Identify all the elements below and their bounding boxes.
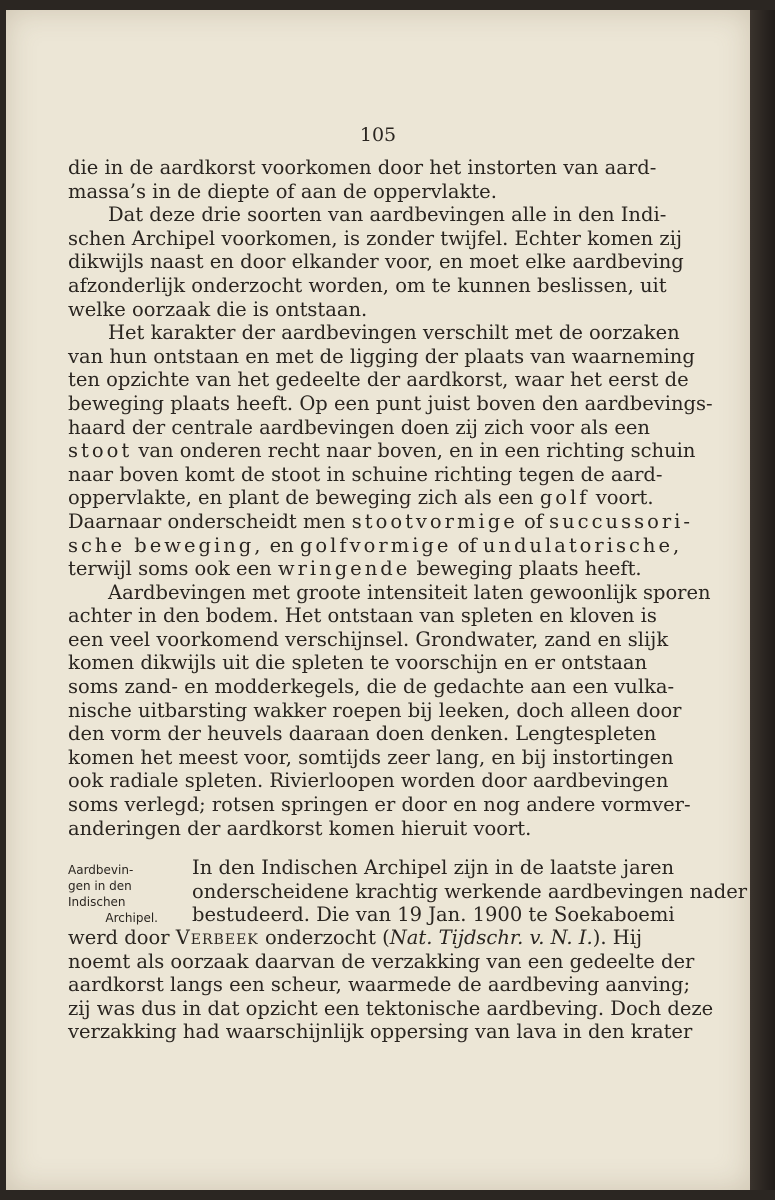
text-line: aardkorst langs een scheur, waarmede de aardbeving aanving; <box>68 973 691 997</box>
text-line: soms zand- en modderkegels, die de gedachte aan een vulka- <box>68 675 675 699</box>
text-line: dikwijls naast en door elkander voor, en moet elke aardbeving <box>68 250 684 274</box>
text-line: bestudeerd. Die van 19 Jan. 1900 te Soekaboemi <box>192 903 675 927</box>
text-segment: voort. <box>589 486 654 510</box>
text-line <box>68 926 643 950</box>
emphasis-term: golf <box>539 486 590 510</box>
text-line: In den Indischen Archipel zijn in de laatste jaren <box>192 856 675 879</box>
main-text-continued <box>68 926 714 1044</box>
side-text <box>192 856 748 927</box>
book-page <box>6 10 750 1190</box>
text-line <box>68 533 683 558</box>
text-line <box>68 509 693 534</box>
text-line <box>68 557 642 581</box>
text-line: den vorm der heuvels daaraan doen denken. Lengtespleten <box>68 722 657 746</box>
page-number: 105 <box>359 124 397 146</box>
text-line: komen dikwijls uit die spleten te voorschijn en er ontstaan <box>68 651 648 675</box>
text-line: onderscheidene krachtig werkende aardbevingen nader <box>192 879 748 903</box>
margin-note-line: Aardbevin- <box>68 863 134 877</box>
text-segment: werd door <box>68 926 176 949</box>
text-line: massa’s in de diepte of aan de oppervlakte. <box>68 179 497 203</box>
text-segment: terwijl soms ook een <box>68 557 278 581</box>
text-segment: of <box>451 533 483 557</box>
margin-note-line: Archipel. <box>105 911 158 925</box>
text-line: welke oorzaak die is ontstaan. <box>68 297 368 321</box>
text-line: komen het meest voor, somtijds zeer lang, en bij instortingen <box>68 745 674 769</box>
page-edge-shadow <box>750 10 775 1190</box>
emphasis-term: undulatorische, <box>482 533 683 557</box>
text-line: Dat deze drie soorten van aardbevingen alle in den Indi- <box>108 203 667 227</box>
text-line: nische uitbarsting wakker roepen bij leeken, doch alleen door <box>68 698 682 722</box>
text-line: haard der centrale aardbevingen doen zij zich voor als een <box>68 415 650 439</box>
text-segment: en <box>263 533 300 557</box>
author-name: Verbeek <box>175 926 259 949</box>
margin-note-line: Indischen <box>68 895 126 909</box>
text-line: een veel voorkomend verschijnsel. Grondwater, zand en slijk <box>68 627 669 651</box>
emphasis-term: stoot <box>68 439 133 463</box>
emphasis-term: golfvormige <box>299 533 452 557</box>
text-line: ook radiale spleten. Rivierloopen worden door aardbevingen <box>68 769 669 793</box>
emphasis-term: stootvormige <box>351 509 518 533</box>
text-line: die in de aardkorst voorkomen door het instorten van aard- <box>68 156 657 179</box>
text-line: verzakking had waarschijnlijk oppersing van lava in den krater <box>68 1020 693 1044</box>
text-line: van hun ontstaan en met de ligging der plaats van waarneming <box>68 344 695 368</box>
margin-note-line: gen in den <box>68 879 132 893</box>
text-segment: oppervlakte, en plant de beweging zich als een <box>68 486 540 510</box>
text-line <box>68 439 696 463</box>
main-text <box>68 156 713 840</box>
text-line: Aardbevingen met groote intensiteit laten gewoonlijk sporen <box>108 580 711 604</box>
emphasis-term: sche beweging, <box>68 533 264 557</box>
text-line: soms verlegd; rotsen springen er door en nog andere vormver- <box>68 793 691 817</box>
text-segment: ). Hij <box>592 926 643 949</box>
margin-note <box>68 862 178 926</box>
text-line: anderingen der aardkorst komen hieruit voort. <box>68 816 532 840</box>
journal-reference: Nat. Tijdschr. v. N. I. <box>389 926 593 949</box>
text-segment: van onderen recht naar boven, en in een richting schuin <box>132 439 696 463</box>
text-line: schen Archipel voorkomen, is zonder twijfel. Echter komen zij <box>68 226 682 250</box>
text-segment: beweging plaats heeft. <box>410 557 642 581</box>
text-line: ten opzichte van het gedeelte der aardkorst, waar het eerst de <box>68 368 689 392</box>
text-line: Het karakter der aardbevingen verschilt met de oorzaken <box>108 321 680 345</box>
text-line: noemt als oorzaak daarvan de verzakking van een gedeelte der <box>68 949 695 973</box>
text-line: afzonderlijk onderzocht worden, om te kunnen beslissen, uit <box>68 273 667 297</box>
text-line: achter in den bodem. Het ontstaan van spleten en kloven is <box>68 604 657 628</box>
text-line <box>68 486 654 510</box>
emphasis-term: wringende <box>277 557 411 581</box>
emphasis-term: succussori- <box>549 509 693 533</box>
text-line: beweging plaats heeft. Op een punt juist boven den aardbevings- <box>68 391 713 415</box>
text-segment: of <box>517 509 550 533</box>
text-segment: onderzocht ( <box>258 926 390 949</box>
text-line: zij was dus in dat opzicht een tektonische aardbeving. Doch deze <box>68 996 714 1020</box>
text-segment: Daarnaar onderscheidt men <box>68 509 352 533</box>
text-line: naar boven komt de stoot in schuine richting tegen de aard- <box>68 462 663 486</box>
